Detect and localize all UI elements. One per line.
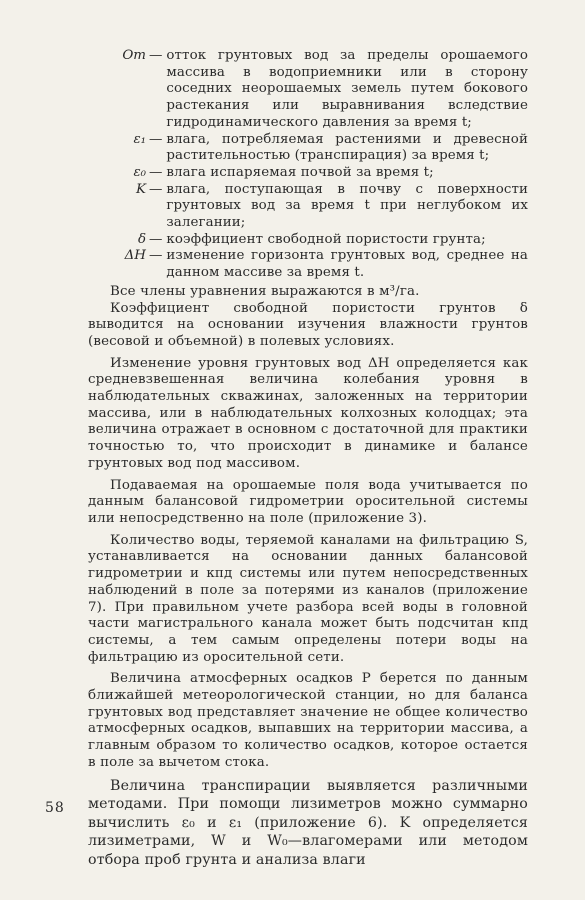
definition-text: коэффициент свободной пористости грунта; <box>166 231 486 247</box>
definition-symbol: δ <box>137 231 146 247</box>
definition-symbol: ε₁ <box>133 131 146 147</box>
definition-symbol: ΔH <box>124 248 146 264</box>
paragraph: Изменение уровня грунтовых вод ΔH определяется как средневзвешенная величина колебания уровня в наблюдательных скважинах, заложенных на территории массива, или в наблюдательных колхозных колодцах; эта величина отражает в основном с достаточной для практики точностью то, что происходит в динамике и балансе грунтовых вод под массивом. <box>88 355 528 471</box>
definition-symbol: От <box>122 48 146 63</box>
page-number: 58 <box>45 800 65 816</box>
definition-item: K — влага, поступающая в почву с поверхности грунтовых вод за время t при неглубоком их залегании; <box>88 182 528 232</box>
definition-symbol: ε₀ <box>133 164 146 180</box>
definition-text: влага, потребляемая растениями и древесной растительностью (транспирация) за время t; <box>166 131 528 164</box>
paragraph: Подаваемая на орошаемые поля вода учитывается по данным балансовой гидрометрии оросительной системы или непосредственно на поле (приложение 3). <box>88 477 528 526</box>
definition-item: От — отток грунтовых вод за пределы орошаемого массива в водоприемники или в сторону соседних неорошаемых земель путем бокового растекания или выравнивания вследствие гидродинамического давления за время t; <box>88 48 528 132</box>
definition-text: влага, поступающая в почву с поверхности грунтовых вод за время t при неглубоком их залегании; <box>166 181 528 231</box>
definition-symbol: K <box>135 181 146 197</box>
paragraph: Количество воды, теряемой каналами на фильтрацию S, устанавливается на основании данных балансовой гидрометрии и кпд системы или путем непосредственных наблюдений в поле за потерями из каналов (приложение 7). При правильном учете разбора всей воды в головной части магистрального канала может быть подсчитан кпд системы, а тем самым определены потери воды на фильтрацию из оросительной сети. <box>88 532 528 665</box>
definition-item: ΔH — изменение горизонта грунтовых вод, среднее на данном массиве за время t. <box>88 248 528 281</box>
page-content <box>88 48 528 874</box>
body-text <box>88 284 528 869</box>
paragraph: Величина атмосферных осадков P берется по данным ближайшей метеорологической станции, но для баланса грунтовых вод представляет значение не общее количество атмосферных осадков, выпавших на территории массива, а главным образом то количество осадков, которое остается в поле за вычетом стока. <box>88 671 528 770</box>
paragraph: Величина транспирации выявляется различными методами. При помощи лизиметров можно суммарно вычислить ε₀ и ε₁ (приложение 6). K определяется лизиметрами, W и W₀—влагомерами или методом отбора проб грунта и анализа влаги <box>88 777 528 868</box>
paragraph: Все члены уравнения выражаются в м³/га. <box>110 283 420 299</box>
definitions-list <box>88 48 528 282</box>
paragraph: Коэффициент свободной пористости грунтов δ выводится на основании изучения влажности грунтов (весовой и объемной) в полевых условиях. <box>88 300 528 349</box>
definition-text: отток грунтовых вод за пределы орошаемого массива в водоприемники или в сторону соседних неорошаемых земель путем бокового растекания или выравнивания вследствие гидродинамического давления за время t; <box>166 48 528 130</box>
definition-text: влага испаряемая почвой за время t; <box>166 164 434 180</box>
definition-item: ε₁ — влага, потребляемая растениями и древесной растительностью (транспирация) за время t; <box>88 132 528 165</box>
definition-item: δ — коэффициент свободной пористости грунта; <box>88 232 528 249</box>
definition-text: изменение горизонта грунтовых вод, среднее на данном массиве за время t. <box>166 248 528 281</box>
definition-item: ε₀ — влага испаряемая почвой за время t; <box>88 165 528 182</box>
